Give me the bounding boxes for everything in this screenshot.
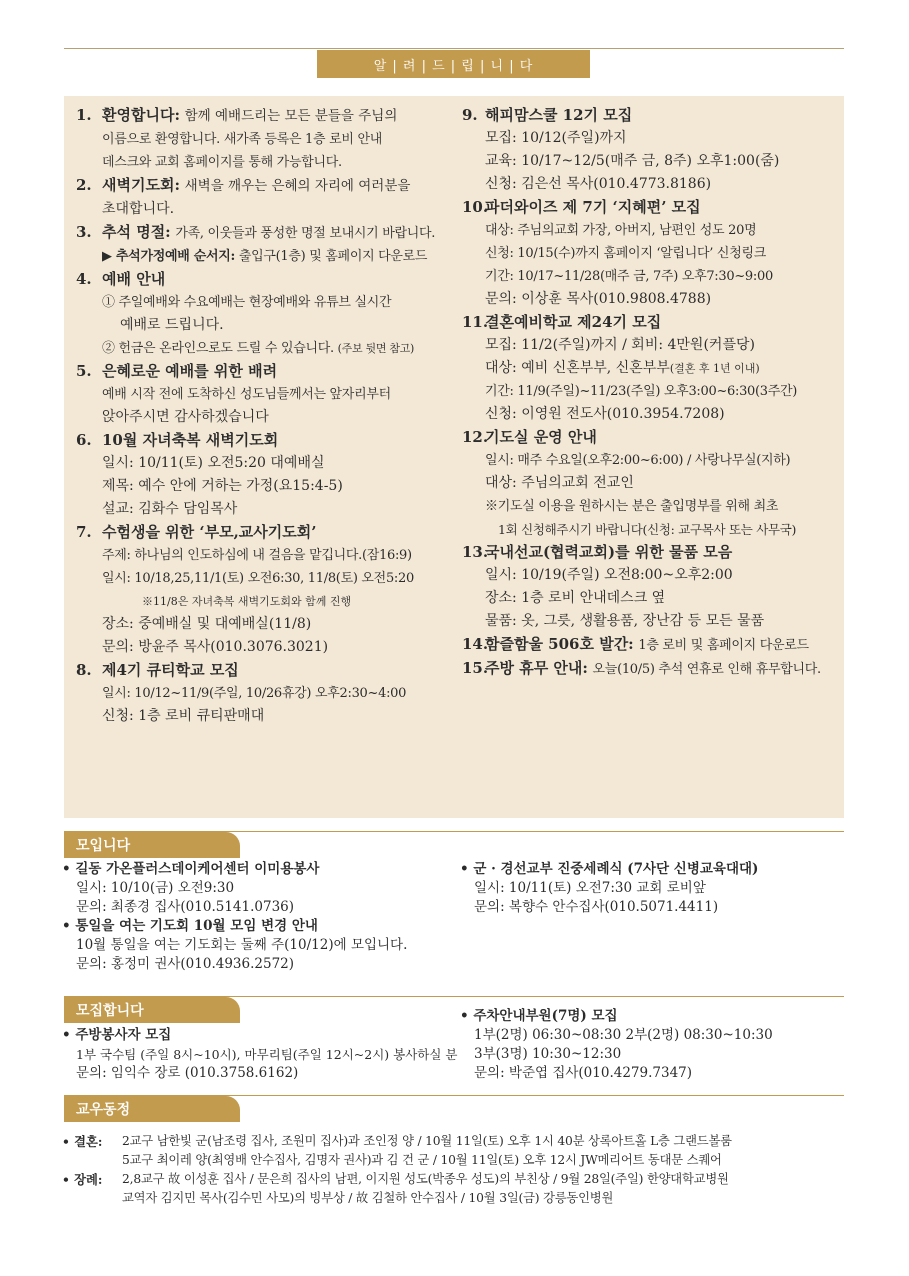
item-text: 가족, 이웃들과 풍성한 명절 보내시기 바랍니다.	[175, 226, 436, 241]
item-number: 14.	[462, 635, 489, 653]
item-line: 신청: 10/15(수)까지 홈페이지 ‘알립니다’ 신청링크	[485, 246, 766, 261]
item-text: 새벽을 깨우는 은혜의 자리에 여러분을	[184, 178, 411, 194]
news-row	[62, 1132, 732, 1170]
item-title: 10월 자녀축복 새벽기도회	[102, 431, 279, 449]
item-note: (주보 뒷면 참고)	[337, 342, 415, 355]
news-line: 2교구 남한빛 군(남조령 집사, 조원미 집사)과 조인정 양 / 10월 11일(토) 오후 1시 40분 상록아트홀 L층 그랜드볼룸	[122, 1134, 732, 1148]
item-number: 13.	[462, 543, 489, 561]
item-title: 환영합니다:	[102, 106, 180, 124]
notice-item	[462, 311, 840, 334]
group-line: 일시: 10/10(금) 오전9:30	[76, 880, 235, 896]
item-number: 8.	[76, 661, 92, 679]
group-title: • 군 · 경선교부 진중세례식 (7사단 신병교육대대)	[460, 861, 759, 877]
item-line: 1회 신청해주시기 바랍니다(신청: 교구목사 또는 사무국)	[498, 522, 797, 537]
item-line: 물품: 옷, 그릇, 생활용품, 장난감 등 모든 물품	[485, 613, 765, 629]
news-line: 교역자 김지민 목사(김수민 사모)의 빙부상 / 故 김철하 안수집사 / 10월 3일(금) 강릉동인병원	[122, 1191, 614, 1205]
notice-item	[76, 174, 460, 198]
notice-item	[76, 221, 460, 245]
item-line: 신청: 1층 로비 큐티판매대	[102, 708, 265, 724]
item-line: 신청: 김은선 목사(010.4773.8186)	[485, 176, 712, 192]
group-title: • 길동 가온플러스데이케어센터 이미용봉사	[62, 861, 320, 877]
item-title: 기도실 운영 안내	[485, 428, 597, 446]
item-number: 12.	[462, 428, 489, 446]
item-number: 6.	[76, 431, 92, 449]
meetings-left	[62, 860, 407, 974]
item-line: 예배 시작 전에 도착하신 성도님들께서는 앞자리부터	[102, 387, 391, 402]
group-line: 문의: 복향수 안수집사(010.5071.4411)	[474, 899, 719, 915]
item-title: 주방 휴무 안내:	[485, 659, 588, 677]
item-line: 기간: 10/17~11/28(매주 금, 7주) 오후7:30~9:00	[485, 269, 773, 284]
item-title: 추석 명절:	[102, 223, 171, 241]
notice-item	[462, 633, 840, 657]
item-line: 데스크와 교회 홈페이지를 통해 가능합니다.	[102, 155, 342, 170]
group-title: • 주방봉사자 모집	[62, 1027, 172, 1043]
item-title: 은혜로운 예배를 위한 배려	[102, 362, 278, 380]
group-line: 일시: 10/11(토) 오전7:30 교회 로비앞	[474, 880, 706, 896]
notice-right-column	[462, 104, 840, 681]
item-line: 일시: 매주 수요일(오후2:00~6:00) / 사랑나무실(지하)	[485, 453, 791, 468]
group-line: 3부(3명) 10:30~12:30	[474, 1046, 622, 1062]
item-line: 이름으로 환영합니다. 새가족 등록은 1층 로비 안내	[102, 132, 382, 147]
item-line: 문의: 이상훈 목사(010.9808.4788)	[485, 291, 712, 307]
item-line: 대상: 주님의교회 전교인	[485, 475, 634, 491]
news-label: • 장례:	[62, 1172, 103, 1187]
notice-item	[76, 104, 460, 128]
item-title: 결혼예비학교 제24기 모집	[485, 313, 662, 331]
notice-banner: 알 | 려 | 드 | 립 | 니 | 다	[317, 50, 590, 78]
item-line: 설교: 김화수 담임목사	[102, 501, 238, 517]
item-line: 교육: 10/17~12/5(매주 금, 8주) 오후1:00(줌)	[485, 153, 780, 169]
item-line: 대상: 주님의교회 가장, 아버지, 남편인 성도 20명	[485, 223, 757, 238]
item-number: 7.	[76, 523, 92, 541]
item-line: 일시: 10/19(주일) 오전8:00~오후2:00	[485, 567, 733, 583]
item-line: 일시: 10/11(토) 오전5:20 대예배실	[102, 455, 325, 471]
news-line: 2,8교구 故 이성훈 집사 / 문은희 집사의 남편, 이지원 성도(박종우 성도)의 부친상 / 9월 28일(주일) 한양대학교병원	[122, 1172, 729, 1186]
item-number: 5.	[76, 362, 92, 380]
item-line: ※기도실 이용을 원하시는 분은 출입명부를 위해 최초	[485, 499, 779, 514]
top-rule	[64, 48, 844, 49]
news-list	[62, 1132, 732, 1208]
group-line: 문의: 박준엽 집사(010.4279.7347)	[474, 1065, 693, 1081]
item-line: 문의: 방윤주 목사(010.3076.3021)	[102, 639, 329, 655]
item-note: ※11/8은 자녀축복 새벽기도회와 함께 진행	[142, 595, 352, 608]
item-line: 예배로 드립니다.	[120, 317, 224, 333]
item-title: 파더와이즈 제 7기 ‘지혜편’ 모집	[485, 198, 701, 216]
item-line: ① 주일예배와 수요예배는 현장예배와 유튜브 실시간	[102, 295, 392, 310]
notice-item	[462, 426, 840, 449]
item-title: 예배 안내	[102, 270, 166, 288]
item-title: 제4기 큐티학교 모집	[102, 661, 239, 679]
group-line: 10월 통일을 여는 기도회는 둘째 주(10/12)에 모입니다.	[76, 937, 408, 953]
item-number: 9.	[462, 106, 478, 124]
notice-item	[76, 521, 460, 544]
item-line: 모집: 11/2(주일)까지 / 회비: 4만원(커플당)	[485, 337, 755, 353]
notice-item	[76, 360, 460, 383]
item-number: 10.	[462, 198, 489, 216]
item-line: 앉아주시면 감사하겠습니다	[102, 409, 269, 425]
item-line: 장소: 중예배실 및 대예배실(11/8)	[102, 616, 312, 632]
notice-item	[76, 429, 460, 452]
item-text: 1층 로비 및 홈페이지 다운로드	[638, 638, 809, 653]
news-label: • 결혼:	[62, 1134, 103, 1149]
item-number: 3.	[76, 223, 92, 241]
item-number: 15.	[462, 659, 489, 677]
meetings-right	[460, 860, 758, 917]
item-line: 일시: 10/12~11/9(주일, 10/26휴강) 오후2:30~4:00	[102, 686, 407, 701]
item-number: 4.	[76, 270, 92, 288]
sub-title: ▶ 추석가정예배 순서지:	[102, 249, 235, 264]
group-title: • 통일을 여는 기도회 10월 모임 변경 안내	[62, 918, 318, 934]
item-number: 2.	[76, 176, 92, 194]
item-line: 모집: 10/12(주일)까지	[485, 130, 627, 146]
group-line: 1부 국수팀 (주일 8시~10시), 마무리팀(주일 12시~2시) 봉사하실 분	[76, 1047, 458, 1062]
item-line: 기간: 11/9(주일)~11/23(주일) 오후3:00~6:30(3주간)	[485, 384, 798, 399]
item-title: 새벽기도회:	[102, 176, 180, 194]
item-line: 초대합니다.	[102, 201, 175, 217]
notice-panel	[64, 96, 844, 818]
item-title: 해피맘스쿨 12기 모집	[485, 106, 633, 124]
group-line: 문의: 홍정미 권사(010.4936.2572)	[76, 956, 295, 972]
item-line: 제목: 예수 안에 거하는 가정(요15:4-5)	[102, 478, 343, 494]
item-note: (결혼 후 1년 이내)	[669, 362, 760, 375]
item-title: 함즐함울 506호 발간:	[485, 635, 634, 653]
item-line: 대상: 예비 신혼부부, 신혼부부	[485, 360, 670, 376]
notice-item	[76, 659, 460, 682]
notice-left-column	[76, 104, 460, 728]
group-line: 문의: 임익수 장로 (010.3758.6162)	[76, 1065, 299, 1081]
group-line: 1부(2명) 06:30~08:30 2부(2명) 08:30~10:30	[474, 1027, 773, 1043]
notice-item	[462, 104, 840, 127]
item-title: 수험생을 위한 ‘부모,교사기도회’	[102, 523, 317, 541]
notice-item	[462, 541, 840, 564]
recruit-right	[460, 1007, 773, 1083]
notice-item	[76, 268, 460, 291]
group-line: 문의: 최종경 집사(010.5141.0736)	[76, 899, 295, 915]
item-line: 장소: 1층 로비 안내데스크 옆	[485, 590, 666, 606]
notice-item	[462, 196, 840, 219]
sub-text: 출입구(1층) 및 홈페이지 다운로드	[238, 249, 428, 264]
recruit-tab: 모집합니다	[64, 997, 240, 1023]
news-tab: 교우동정	[64, 1096, 240, 1122]
item-line: 신청: 이영원 전도사(010.3954.7208)	[485, 406, 725, 422]
item-line: 일시: 10/18,25,11/1(토) 오전6:30, 11/8(토) 오전5:20	[102, 571, 414, 586]
item-number: 11.	[462, 313, 489, 331]
item-title: 국내선교(협력교회)를 위한 물품 모음	[485, 543, 733, 561]
item-text: 함께 예배드리는 모든 분들을 주님의	[184, 108, 398, 124]
news-row	[62, 1170, 732, 1208]
news-line: 5교구 최이레 양(최영배 안수집사, 김명자 권사)과 김 건 군 / 10월 11일(토) 오후 12시 JW메리어트 동대문 스퀘어	[122, 1153, 722, 1167]
item-line: ② 헌금은 온라인으로도 드릴 수 있습니다.	[102, 341, 334, 356]
recruit-left	[62, 1026, 458, 1083]
item-text: 오늘(10/5) 추석 연휴로 인해 휴무합니다.	[592, 662, 821, 677]
meetings-tab: 모입니다	[64, 832, 240, 858]
item-number: 1.	[76, 106, 92, 124]
group-title: • 주차안내부원(7명) 모집	[460, 1008, 618, 1024]
notice-item	[462, 657, 840, 681]
item-line: 주제: 하나님의 인도하심에 내 걸음을 맡깁니다.(잠16:9)	[102, 548, 412, 563]
